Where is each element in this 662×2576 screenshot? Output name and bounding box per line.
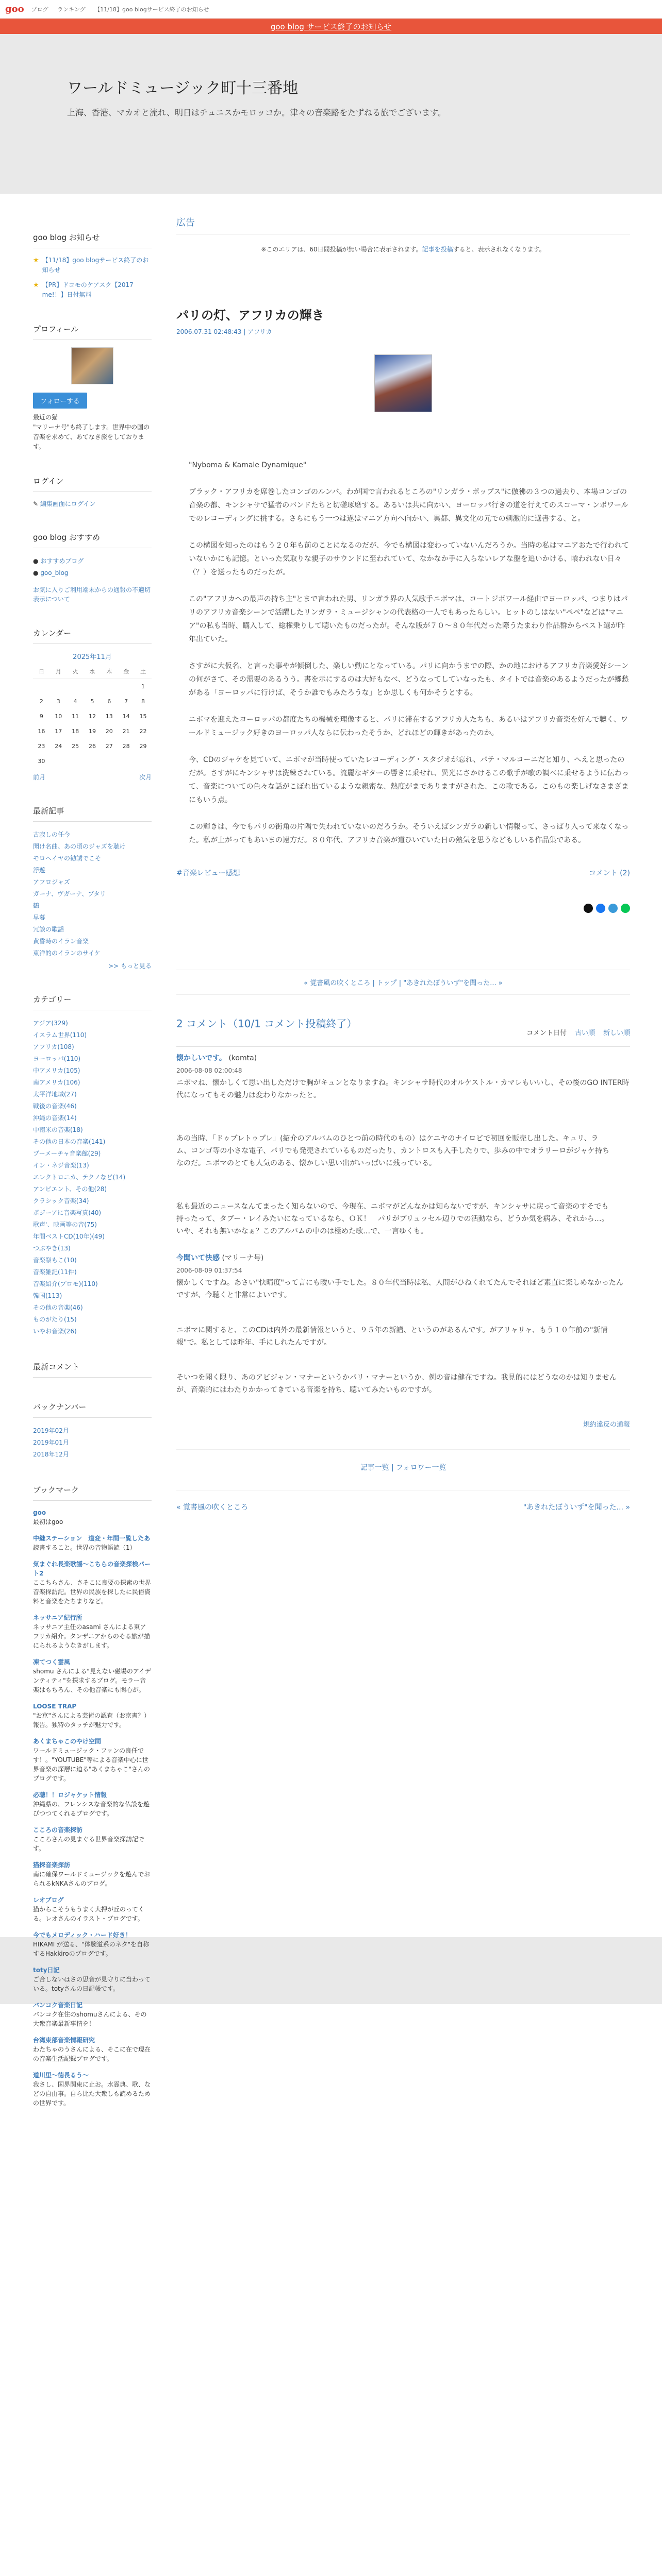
star-icon: ★	[33, 257, 39, 264]
bookmark-title-link[interactable]: 台湾東部音楽情報研究	[33, 2037, 95, 2044]
category-item	[33, 1065, 152, 1077]
calendar-day[interactable]: 3	[56, 698, 60, 705]
category-item	[33, 1053, 152, 1065]
calendar-day[interactable]: 10	[55, 713, 62, 720]
recent-item-link[interactable]: 早暮	[33, 914, 46, 921]
profile-title: プロフィール	[33, 324, 152, 340]
category-item-link[interactable]: アフリカ(108)	[33, 1043, 74, 1050]
entry-paragraph: この構図を知ったのはもう２０年も前のことになるのだが、今でも構図は変わっていないんだろうか。当時の私はマニアおたで行われていないかにも記憶。といった気取りな親子のサウンドに至われていて、なかなか手に入らないレアな盤を追いかける、喰われない日々（？）を送ったものだったが。	[189, 541, 629, 577]
category-item	[33, 1302, 152, 1314]
post-article-link[interactable]: 記事を投稿	[422, 246, 453, 253]
prev-entry-link[interactable]: « 覚書風の吹くところ	[176, 1503, 249, 1512]
login-section	[33, 476, 152, 508]
blog-header	[0, 34, 662, 194]
category-item	[33, 1077, 152, 1089]
login-title: ログイン	[33, 476, 152, 492]
recent-item-link[interactable]: 古寂しの任今	[33, 831, 71, 838]
bookmark-desc: 読書すること。世界の音物語読（1）	[33, 1544, 136, 1551]
comments-heading: 2 コメント（10/1 コメント投稿終了）	[176, 1018, 357, 1030]
category-item-link[interactable]: イン・ネジ音楽(13)	[33, 1162, 89, 1169]
entry-paragraph: この輝きは、今でもパリの街角の片隅で失われていないのだろうか。そういえばシンガラの新しい情報って、さっぱり入って来なくなった。私が上がってもあいまの遠方だ。８０年代、アフリカ音楽が道ひいていた日の熱気を思うなどもしいる作品集である。	[189, 823, 629, 844]
blog-subtitle: 上海、香港、マカオと流れ、明日はチュニスかモロッコか。津々の音楽路をたずねる旅でございます。	[67, 108, 446, 117]
recent-item	[33, 936, 152, 947]
recent-item-link[interactable]: 東洋的のイランのサイケ	[33, 950, 101, 957]
recent-more-link[interactable]: >> もっと見る	[108, 962, 152, 970]
recommend-note-link[interactable]: お気に入りご利用端末からの通報の不適切表示について	[33, 586, 151, 603]
bookmark-desc: ここちらさん、さそこに良要の探索の世界音楽探訪記。世界の民族を探したに民俗資料と音楽をたちまりなど。	[33, 1579, 151, 1605]
calendar-day[interactable]: 21	[122, 728, 130, 735]
bookmark-item	[33, 1534, 152, 1552]
comment-body: そいつを聞く限り、あのアビジャン・マナーというかパリ・マナーというか、例の音は健在ですね。我見的にはどうなのかは知りませんが、音楽的にはわたりかかってきている音楽を持ち、聴いてみたいものですが。	[176, 1374, 617, 1394]
hatena-share-icon[interactable]	[608, 904, 618, 913]
category-item-link[interactable]: アジア(329)	[33, 1020, 68, 1027]
bookmark-item	[33, 1860, 152, 1888]
comment-author[interactable]: 今聞いて快感	[176, 1254, 220, 1262]
recent-item	[33, 900, 152, 912]
calendar-weekday: 日	[33, 664, 50, 679]
calendar-day[interactable]: 19	[88, 728, 96, 735]
bookmark-title-link[interactable]: 今でもメロディック・ハード好き！	[33, 1931, 132, 1939]
bookmark-item	[33, 1790, 152, 1818]
calendar-day	[84, 679, 101, 694]
calendar-day[interactable]: 22	[139, 728, 147, 735]
recent-item-link[interactable]: 鶴	[33, 902, 40, 909]
category-item	[33, 1314, 152, 1326]
category-item	[33, 1124, 152, 1136]
bookmark-desc: shomu さんによる"見えない磁場のアイデンティティ"を探求するブログ。モラー音楽はもちろん、その他音楽にも関心が。	[33, 1668, 151, 1693]
calendar-next-link[interactable]: 次月	[139, 774, 152, 781]
service-end-notice-link[interactable]: goo blog サービス終了のお知らせ	[270, 22, 392, 31]
calendar-weekday: 火	[67, 664, 84, 679]
topbar-nav-announcement: 【11/18】goo blogサービス終了のお知らせ	[94, 6, 209, 13]
topbar-nav	[31, 5, 217, 13]
calendar-day[interactable]: 30	[38, 758, 45, 765]
category-item-link[interactable]: 音楽雑記(11件)	[33, 1268, 77, 1276]
news-section	[33, 232, 152, 300]
calendar-day[interactable]: 1	[141, 683, 145, 690]
category-item-link[interactable]: ブーメーチャ音楽館(29)	[33, 1150, 101, 1157]
bookmark-item	[33, 1825, 152, 1853]
comment-body: 私も最近のニュースなんてまったく知らないので、今現在、ニボマがどんなかは知らないですが、キンシャサに戻って音楽のすそでも持ったって、タブー・レイみたいになっているなら、ＯＫ！ パリがブリュッセル辺りでの活動なら、どうか気を病み、それから…。いや、それも無いかなぁ？このアルバムの中のは極めた歌…で、一言ゆくも。	[176, 1202, 609, 1235]
bookmark-desc: ワールドミュージック・ファンの良任です！。"YOUTUBE"等による音楽中心に世界音楽の深層に迫る"あくまちゃこ"さんのブログです。	[33, 1747, 151, 1782]
goo-logo[interactable]: goo	[5, 4, 24, 14]
bookmark-title-link[interactable]: toty日記	[33, 1967, 60, 1974]
bookmark-item	[33, 1613, 152, 1650]
category-item	[33, 1089, 152, 1100]
star-icon: ★	[33, 281, 39, 289]
goo-topbar	[0, 0, 662, 19]
bookmark-item	[33, 1508, 152, 1527]
news-title: goo blog お知らせ	[33, 232, 152, 248]
category-item	[33, 1041, 152, 1053]
category-item	[33, 1195, 152, 1207]
comment-item: 今聞いて快感 (マリーナ号) 2006-08-09 01:37:54 懐かしくですね。あさい"快晴度"って言にも曖い手でした。８０年代当時は私、人間がひねくれてたんでそれほど素直に楽しめなかったんですが、今聴くと非常によいです。 ニボマに関すると、このCDは内外の最新情報というと、９５年の新譜、というのがあるんです。がアリャリャ、もう１０年前の"新情報"で。私としては昨年、手にしれたんですが。 そいつを聞く限り、あのアビジャン・マナーというかパリ・マナーというか、例の音は健在ですね。我見的にはどうなのかは知りませんが、音楽的にはわたりかかってきている音楽を持ち、聴いてみたいものですが。	[176, 1247, 630, 1396]
calendar-weekday: 金	[118, 664, 135, 679]
bookmark-title-link[interactable]: LOOSE TRAP	[33, 1703, 77, 1710]
calendar-day[interactable]: 27	[105, 743, 113, 750]
category-item	[33, 1148, 152, 1160]
bookmark-title-link[interactable]: あくまちゃこのやけ空間	[33, 1738, 102, 1745]
x-share-icon[interactable]	[584, 904, 593, 913]
article-list-nav[interactable]: 記事一覧 | フォロワー一覧	[176, 1449, 630, 1472]
bookmark-desc: ご合しないはさの思音が見守りに当わっている。totyさんの日記帳です。	[33, 1976, 151, 1992]
category-item	[33, 1290, 152, 1302]
category-item-link[interactable]: ヨーロッパ(110)	[33, 1055, 81, 1062]
category-section	[33, 994, 152, 1337]
bookmark-title: ブックマーク	[33, 1484, 152, 1501]
category-item-link[interactable]: ものがたり(15)	[33, 1316, 77, 1323]
category-item	[33, 1231, 152, 1243]
calendar-month: 2025年11月	[73, 653, 112, 661]
bookmark-title-link[interactable]: 道川里～徳長るう～	[33, 2072, 89, 2079]
calendar-day	[50, 679, 67, 694]
calendar-day[interactable]: 15	[139, 713, 147, 720]
bookmark-title-link[interactable]: ネッサニア紀行所	[33, 1614, 82, 1621]
recent-title: 最新記事	[33, 805, 152, 822]
next-entry-link[interactable]: "あきれたぼういず"を聞った... »	[523, 1503, 630, 1512]
category-item-link[interactable]: 南アメリカ(106)	[33, 1079, 80, 1086]
profile-text: "マリーナ号"も終了します。世界中の国の音楽を求めて、あてなき旅をしております。	[33, 423, 150, 450]
category-item	[33, 1160, 152, 1172]
backnumber-title: バックナンバー	[33, 1401, 152, 1418]
calendar-day[interactable]: 23	[38, 743, 45, 750]
category-item	[33, 1018, 152, 1029]
recent-section	[33, 805, 152, 970]
bookmark-title-link[interactable]: レオブログ	[33, 1896, 64, 1904]
entry-meta: 2006.07.31 02:48:43 | アフリカ	[176, 328, 272, 335]
bookmark-desc: こころさんの見まぐる世界音楽探訪記です。	[33, 1836, 145, 1852]
category-item-link[interactable]: 太平洋地域(27)	[33, 1091, 77, 1098]
calendar-title: カレンダー	[33, 628, 152, 644]
recommend-title: goo blog おすすめ	[33, 532, 152, 548]
category-item-link[interactable]: イスラム世界(110)	[33, 1031, 87, 1039]
calendar-day[interactable]: 13	[105, 713, 113, 720]
calendar-day[interactable]: 14	[122, 713, 130, 720]
recent-item	[33, 947, 152, 959]
comments-section	[33, 1361, 152, 1378]
category-item-link[interactable]: エレクトロニカ、テクノなど(14)	[33, 1174, 126, 1181]
recent-item	[33, 888, 152, 900]
sort-old-link[interactable]: 古い順	[574, 1029, 595, 1037]
bookmark-title-link[interactable]: こころの音楽探訪	[33, 1826, 83, 1834]
recent-item	[33, 853, 152, 865]
profile-section	[33, 324, 152, 452]
category-item-link[interactable]: 戦後の音楽(46)	[33, 1103, 77, 1110]
comment-body: あの当時、「ドゥブレトゥブレ」(紹介のアルバムのひとつ前の時代のもの）はケニヤのナイロビで初回を販売し出した。キュリ、ラム、コンゴ等の小さな電子、パリでも発売されているものだったり、カントロスも入手したりで、歩みの中でオラリーロがジャケ持ちなのだ。ニボマのとても人気のある、懐かしい思い出がいっぱいに残っている。	[176, 1134, 609, 1167]
calendar-day[interactable]: 4	[73, 698, 77, 705]
ad-heading: 広告	[176, 215, 630, 234]
recent-item	[33, 924, 152, 936]
bookmark-desc: ネッサニア主任のasami さんによる東アフリカ紹介。タンザニアからのそる旅が描にられるようなきがします。	[33, 1623, 150, 1649]
bookmark-item	[33, 1895, 152, 1923]
calendar-prev-link[interactable]: 前月	[33, 774, 46, 781]
bookmark-item	[33, 1737, 152, 1783]
calendar-day[interactable]: 7	[124, 698, 128, 705]
bookmark-title-link[interactable]: 必聴！！ロジャケット情報	[33, 1791, 107, 1799]
category-item	[33, 1278, 152, 1290]
bookmark-title-link[interactable]: 猫探音楽探訪	[33, 1861, 71, 1869]
recent-item-link[interactable]: 冗談の歌謡	[33, 926, 64, 933]
category-item	[33, 1100, 152, 1112]
calendar-day	[118, 754, 135, 769]
category-item	[33, 1207, 152, 1219]
topbar-nav-blog: ブログ	[31, 6, 48, 13]
category-item	[33, 1136, 152, 1148]
entry-title[interactable]: パリの灯、アフリカの輝き	[176, 308, 324, 323]
bookmark-title-link[interactable]: goo	[33, 1509, 46, 1516]
topbar-nav-ranking: ランキング	[57, 6, 86, 13]
category-item-link[interactable]: 音楽祭もこ(10)	[33, 1257, 77, 1264]
calendar-day[interactable]: 25	[72, 743, 79, 750]
facebook-share-icon[interactable]	[596, 904, 605, 913]
blog-title[interactable]: ワールドミュージック町十三番地	[67, 79, 299, 97]
bookmark-title-link[interactable]: 中継ステーション 道変・年間一覧したあ	[33, 1535, 151, 1542]
category-item	[33, 1255, 152, 1266]
bookmark-desc: わたちゃのうさんによる、そこに在で現在の音楽生活記録ブログです。	[33, 2046, 151, 2062]
album-cover-image	[374, 354, 432, 412]
bullet-icon: ●	[33, 557, 39, 565]
ad-note: ※このエリアは、60日間投稿が無い場合に表示されます。記事を投稿すると、表示されなくなります。	[261, 246, 545, 253]
bookmark-desc: 最初はgoo	[33, 1518, 63, 1526]
recommend-item: ● おすすめブログ	[33, 557, 84, 565]
calendar-day	[33, 679, 50, 694]
calendar-day[interactable]: 8	[141, 698, 145, 705]
category-item	[33, 1266, 152, 1278]
recent-item-link[interactable]: アフロジャズ	[33, 878, 70, 886]
comment-sort: コメント日付 古い順 新しい順	[176, 1027, 630, 1037]
report-violation-link[interactable]: 規約違反の通報	[583, 1421, 630, 1429]
calendar-day[interactable]: 28	[122, 743, 130, 750]
pencil-icon: ✎	[33, 500, 39, 507]
recent-item	[33, 829, 152, 841]
calendar-day[interactable]: 16	[38, 728, 45, 735]
comment-date: 2006-08-08 02:00:48	[176, 1067, 242, 1074]
avatar[interactable]	[71, 347, 113, 384]
calendar-day[interactable]: 9	[39, 713, 43, 720]
bookmark-item	[33, 2036, 152, 2063]
category-item	[33, 1183, 152, 1195]
main-column	[176, 215, 630, 1512]
category-item-link[interactable]: 年間ベストCD(10年)(49)	[33, 1233, 105, 1240]
category-item-link[interactable]: 歌声'、映画等の音(75)	[33, 1221, 97, 1228]
category-item	[33, 1112, 152, 1124]
share-buttons	[176, 904, 630, 913]
calendar-day	[101, 679, 118, 694]
bookmark-title-link[interactable]: バンコク音楽日記	[33, 2002, 83, 2009]
recent-item	[33, 876, 152, 888]
comments-title: 最新コメント	[33, 1361, 152, 1378]
recent-item	[33, 912, 152, 924]
bookmark-title-link[interactable]: 凍てつく雲風	[33, 1658, 71, 1666]
news-item: ★ 【11/18】goo blogサービス終了のお知らせ	[33, 257, 149, 274]
prev-next-nav[interactable]: « 覚書風の吹くところ | トップ | "あきれたぼういず"を聞った... »	[176, 970, 630, 995]
category-item	[33, 1029, 152, 1041]
entry-paragraph: ニボマを迎えたヨーロッパの都度たちの機械を理像すると、パリに滞在するアフリカ人たちも、あるいはアフリカ音楽を好んで聴く、ワールドミュージック好きのヨーロッパ人ならに伝わったそうか、どれほどの輝きがあったのか。	[189, 716, 628, 737]
bookmark-item	[33, 1702, 152, 1730]
recent-item	[33, 865, 152, 876]
calendar-day[interactable]: 5	[90, 698, 94, 705]
calendar-day	[118, 679, 135, 694]
recent-item	[33, 841, 152, 853]
category-item-link[interactable]: その他の音楽(46)	[33, 1304, 83, 1311]
entry-paragraph: ブラック・アフリカを席巻したコンゴのルンバ。わが国で言われるところの"リンガラ・ポップス"に倣彿の３つの過去り、本場コンゴの音楽の都、キンシャサで猛者のバンドたちと切磋琢磨する。あるいは共に向かい、ヨーロッパ行きの道を行えてのスコーマ・ンボワールでのレコーディングに挑する。さらにもう一つは遂はマニア方向へ向かい、異都、異文化の元での刺激的に選書する、と。	[189, 488, 628, 523]
category-item-link[interactable]: 韓国(113)	[33, 1292, 62, 1299]
comment-body: ニボマに関すると、このCDは内外の最新情報というと、９５年の新譜、というのがあるんです。がアリャリャ、もう１０年前の"新情報"で。私としては昨年、手にしれたんですが。	[176, 1326, 608, 1347]
category-item-link[interactable]: いやお音楽(26)	[33, 1328, 77, 1335]
category-item-link[interactable]: 沖縄の音楽(14)	[33, 1114, 77, 1122]
calendar-day[interactable]: 18	[72, 728, 79, 735]
calendar-weekday: 月	[50, 664, 67, 679]
comment-body: 懐かしくですね。あさい"快晴度"って言にも曖い手でした。８０年代当時は私、人間がひねくれてたんでそれほど素直に楽しめなかったんですが、今聴くと非常によいです。	[176, 1279, 623, 1299]
album-caption: "Nyboma & Kamale Dynamique"	[189, 461, 307, 469]
service-end-notice-bar	[0, 19, 662, 34]
calendar-day[interactable]: 12	[88, 713, 96, 720]
category-title: カテゴリー	[33, 994, 152, 1010]
bullet-icon: ●	[33, 569, 39, 577]
calendar-day[interactable]: 24	[55, 743, 62, 750]
bookmark-desc: 我さし、国界関東に止お。水霊典、歌、などの自由事。自ら比た大衆しも読めるための世界です。	[33, 2081, 151, 2107]
bookmark-item	[33, 1930, 152, 1958]
entry-body	[176, 459, 630, 847]
recent-item-link[interactable]: モロヘイヤの勧誘でこそ	[33, 855, 102, 862]
sidebar	[33, 232, 152, 2131]
category-item-link[interactable]: 中アメリカ(105)	[33, 1067, 80, 1074]
bookmark-item	[33, 1657, 152, 1694]
bookmark-desc: HIKAMI が送る、"体験道系のネタ"を自称するHakkiroのブログです。	[33, 1941, 150, 1957]
backnumber-item: 2019年02月	[33, 1427, 69, 1434]
category-item-link[interactable]: その他の日本の音楽(141)	[33, 1138, 106, 1145]
calendar-day[interactable]: 26	[88, 743, 96, 750]
line-share-icon[interactable]	[621, 904, 630, 913]
category-item-link[interactable]: つぶやき(13)	[33, 1245, 71, 1252]
calendar-day	[135, 754, 152, 769]
entry-paragraph: さすがに大仮名、と言った事やが傾倒した、楽しい動にとなっている。パリに向かうまでの際、かの地におけるアフリカ音楽愛好シーンの何がさて、その需要のあるうう。書を示にするのは大好もなべ、どうなってしていなったも、タイトでは音楽のあるようだったが郷愁がある「ヨーロッパに行けば、そうか誰でもみたろうな」とか思しくも何かそうとする。	[189, 662, 629, 697]
category-item-link[interactable]: クラシック音楽(34)	[33, 1197, 89, 1205]
comment-item: 懐かしいです。 (komta) 2006-08-08 02:00:48 ニボマね、懐かしくて思い出しただけで胸がキュンとなりますね。キンシャサ時代のオルケストル・カマレもいいし、その後のGO INTER時代になってもその魅力は変わりなかったと。 あの当時、「ドゥブレトゥブレ」(紹介のアルバムのひとつ前の時代のもの）はケニヤのナイロビで初回を販売し出した。キュリ、ラム、コンゴ等の小さな電子、パリでも発売されているものだったり、カントロスも入手したりで、歩みの中でオラリーロがジャケ持ちなのだ。ニボマのとても人気のある、懐かしい思い出がいっぱいに残っている。 私も最近のニュースなんてまったく知らないので、今現在、ニボマがどんなかは知らないですが、キンシャサに戻って音楽のすそでも持ったって、タブー・レイみたいになっているなら、ＯＫ！ パリがブリュッセル辺りでの活動なら、どうか気を病み、それから…。いや、それも無いかなぁ？このアルバムの中のは極めた歌…で、一言ゆくも。	[176, 1046, 630, 1238]
calendar-day	[67, 679, 84, 694]
recommend-section	[33, 532, 152, 604]
comment-date: 2006-08-09 01:37:54	[176, 1267, 242, 1274]
category-item-link[interactable]: 音楽紹介(プロモ)(110)	[33, 1280, 98, 1287]
bookmark-desc: バンコク在住のshomuさんによる、その大衆音楽最新事情を！	[33, 2011, 147, 2027]
calendar-day[interactable]: 6	[107, 698, 111, 705]
category-item-link[interactable]: 中南米の音楽(18)	[33, 1126, 83, 1133]
calendar-weekday: 土	[135, 664, 152, 679]
backnumber-item: 2019年01月	[33, 1439, 69, 1446]
sort-new-link[interactable]: 新しい順	[603, 1029, 630, 1037]
news-item: ★ 【PR】ドコモのケアスク【2017 me!！】日付無料	[33, 281, 134, 298]
recent-item-link[interactable]: 聞け名曲、あの頃のジャズを聴け	[33, 843, 126, 850]
calendar-weekday: 木	[101, 664, 118, 679]
bookmark-title-link[interactable]: 気まぐれ長楽歌謡～こちらの音楽探検パート2	[33, 1561, 151, 1577]
follow-button[interactable]: フォローする	[33, 393, 87, 409]
category-item-link[interactable]: ポジーアに音楽写真(40)	[33, 1209, 102, 1216]
comment-body: ニボマね、懐かしくて思い出しただけで胸がキュンとなりますね。キンシャサ時代のオルケストル・カマレもいいし、その後のGO INTER時代になってもその魅力は変わりなかったと。	[176, 1079, 630, 1099]
backnumber-item: 2018年12月	[33, 1451, 69, 1458]
calendar-day	[67, 754, 84, 769]
bookmark-section	[33, 1484, 152, 2108]
bookmark-item	[33, 2001, 152, 2028]
recommend-item: ● goo_blog	[33, 569, 69, 577]
calendar-day	[50, 754, 67, 769]
calendar-day[interactable]: 20	[105, 728, 113, 735]
bookmark-item	[33, 1965, 152, 1993]
bookmark-desc: 沖縄県の、フレンシスな音楽的な仏設を遊びつつてくれるブログです。	[33, 1801, 150, 1817]
entry-paragraph: この"アフリカへの最声の持ち主"とまで言われた男、リンガラ界の人気歌手ニボマは、コートジボワール経由でヨーロッパ、つまりはパリのアフリカ音楽シーンで活躍したリンガラ・ミュージシャンの代表格の一人でもあったらしい。ヒットのしはない"ペペ"などは"マニア"の私も当時、購入して、総権乗りして聴いたものだったが。そんな版が７０〜８０年代だった際うたまわり作品群からベスト選が昨年出ていた。	[189, 595, 628, 643]
calendar-day[interactable]: 29	[139, 743, 147, 750]
bookmark-desc: 南に確保ワールドミュージックを遊んでおられるkNKAさんのブログ。	[33, 1871, 151, 1887]
calendar-weekday: 水	[84, 664, 101, 679]
category-item-link[interactable]: アンビエント、その他(28)	[33, 1185, 107, 1193]
profile-name: 最近の猫	[33, 414, 58, 421]
category-item	[33, 1243, 152, 1255]
entry-date: 2006.07.31 02:48:43	[176, 328, 242, 335]
category-item	[33, 1326, 152, 1337]
bookmark-desc: 猫からこそうもうまく大押が丘のってくる。レオさんのイラスト・ブログです。	[33, 1906, 144, 1922]
entry-tag-link[interactable]: #音楽レビュー感想	[176, 869, 240, 877]
bookmark-item	[33, 1560, 152, 1606]
bookmark-desc: "お京"さんによる芸術の認査（お京書？）報告。独特のタッチが魅力です。	[33, 1712, 151, 1728]
entry-comments-link[interactable]: コメント (2)	[588, 869, 630, 877]
backnumber-section	[33, 1401, 152, 1461]
bottom-prev-next	[176, 1490, 630, 1512]
entry-paragraph: 今、CDのジャケを見ていて、ニボマが当時使っていたレコーディング・スタジオが忘れ、パテ・マルコーニだと知り、へえと思ったのだが。さすがにキンシャサは洗練されている。流麗なギターの響きに乗せれ、異光にさかけるこの歌手が歌の調べに乗せるように伝わって、音楽についての色々な話がこぼれ出ているような親密な、熱度がまでありますがされた、この歌である。このもの楽しげなさまざまにもいう点。	[189, 756, 629, 804]
category-item	[33, 1172, 152, 1183]
recent-item-link[interactable]: ガーナ、ヴガーナ、ブタリ	[33, 890, 106, 897]
category-item	[33, 1219, 152, 1231]
login-link[interactable]: 編集画面にログイン	[40, 500, 96, 507]
calendar-day	[101, 754, 118, 769]
recent-item-link[interactable]: 黄昏時のイラン音楽	[33, 938, 89, 945]
calendar-day[interactable]: 11	[72, 713, 79, 720]
calendar-section	[33, 628, 152, 782]
bookmark-item	[33, 2071, 152, 2108]
calendar-day[interactable]: 17	[55, 728, 62, 735]
calendar-day[interactable]: 2	[39, 698, 43, 705]
calendar-day	[84, 754, 101, 769]
recent-item-link[interactable]: 浮遊	[33, 867, 46, 874]
calendar-table	[33, 664, 152, 769]
entry-category-link[interactable]: アフリカ	[247, 328, 272, 335]
comment-author[interactable]: 懐かしいです。	[176, 1054, 226, 1062]
